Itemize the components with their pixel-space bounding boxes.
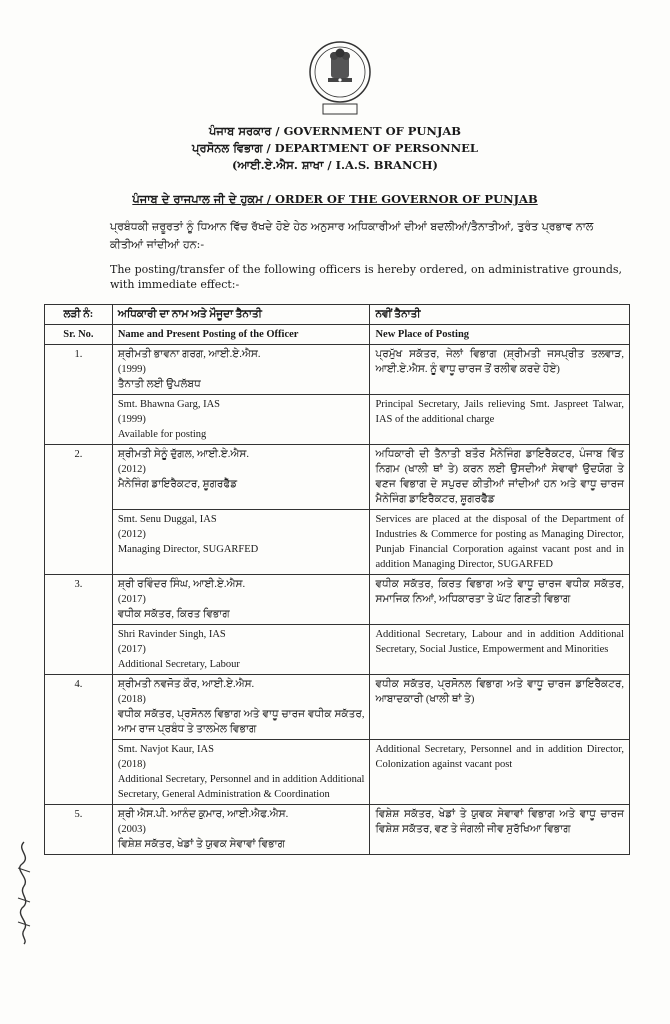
table-row <box>45 625 630 675</box>
present-posting: Available for posting <box>117 429 207 440</box>
officer-batch: (1999) <box>117 414 146 425</box>
officer-name: ਸ਼੍ਰੀਮਤੀ ਨਵਜੋਤ ਕੌਰ, ਆਈ.ਏ.ਐਸ. <box>117 679 255 690</box>
officer-batch: (2012) <box>117 464 146 475</box>
table-row <box>45 805 630 855</box>
serial-number: 5. <box>45 805 113 855</box>
header-officer-en: Name and Present Posting of the Officer <box>112 325 370 345</box>
table-header-row <box>45 325 630 345</box>
new-posting: ਅਧਿਕਾਰੀ ਦੀ ਤੈਨਾਤੀ ਬਤੌਰ ਮੈਨੇਜਿੰਗ ਡਾਇਰੈਕਟਰ, ਪੰਜਾਬ ਵਿੱਤ ਨਿਗਮ (ਖਾਲੀ ਥਾਂ ਤੇ) ਕਰਨ ਲਈ ਉਸਦੀਆਂ ਸੇਵਾਵਾਂ ਉਦਯੋਗ ਤੇ ਵਣਜ ਵਿਭਾਗ ਦੇ ਸਪੁਰਦ ਕੀਤੀਆਂ ਜਾਂਦੀਆਂ ਹਨ ਅਤੇ ਵਾਧੂ ਚਾਰਜ ਮੈਨੇਜਿੰਗ ਡਾਇਰੈਕਟਰ, ਸ਼ੂਗਰਫੈੱਡ <box>370 445 630 510</box>
new-posting: Principal Secretary, Jails relieving Smt. Jaspreet Talwar, IAS of the additional charge <box>370 395 630 445</box>
header-sr-pa: ਲੜੀ ਨੰ: <box>45 305 113 325</box>
officer-batch: (1999) <box>117 364 146 375</box>
present-posting: ਤੈਨਾਤੀ ਲਈ ਉਪਲੱਬਧ <box>117 379 201 390</box>
table-row <box>45 395 630 445</box>
officer-cell-pa <box>112 575 370 625</box>
officer-name: ਸ਼੍ਰੀ ਐਸ.ਪੀ. ਆਨੰਦ ਕੁਮਾਰ, ਆਈ.ਐਫ.ਐਸ. <box>117 809 289 820</box>
present-posting: Managing Director, SUGARFED <box>117 544 259 555</box>
serial-number: 4. <box>45 675 113 805</box>
header-new-posting-en: New Place of Posting <box>370 325 630 345</box>
header-line-government: ਪੰਜਾਬ ਸਰਕਾਰ / GOVERNMENT OF PUNJAB <box>208 124 462 138</box>
header-line-department: ਪ੍ਰਸੋਨਲ ਵਿਭਾਗ / DEPARTMENT OF PERSONNEL <box>192 141 478 155</box>
serial-number: 1. <box>45 345 113 445</box>
present-posting: ਵਧੀਕ ਸਕੱਤਰ, ਪ੍ਰਸੋਨਲ ਵਿਭਾਗ ਅਤੇ ਵਾਧੂ ਚਾਰਜ ਵਧੀਕ ਸਕੱਤਰ, ਆਮ ਰਾਜ ਪ੍ਰਬੰਧ ਤੇ ਤਾਲਮੇਲ ਵਿਭਾਗ <box>117 709 365 735</box>
officer-batch: (2017) <box>117 594 146 605</box>
officer-cell-pa <box>112 345 370 395</box>
table-row <box>45 445 630 510</box>
officer-cell-en <box>112 395 370 445</box>
table-row <box>45 740 630 805</box>
table-header-row <box>45 305 630 325</box>
officer-name: Shri Ravinder Singh, IAS <box>117 629 226 640</box>
new-posting: ਵਿਸ਼ੇਸ਼ ਸਕੱਤਰ, ਖੇਡਾਂ ਤੇ ਯੁਵਕ ਸੇਵਾਵਾਂ ਵਿਭਾਗ ਅਤੇ ਵਾਧੂ ਚਾਰਜ ਵਿਸ਼ੇਸ਼ ਸਕੱਤਰ, ਵਣ ਤੇ ਜੰਗਲੀ ਜੀਵ ਸੁਰੱਖਿਆ ਵਿਭਾਗ <box>370 805 630 855</box>
officer-cell-en <box>112 740 370 805</box>
table-row <box>45 675 630 740</box>
officer-name: Smt. Navjot Kaur, IAS <box>117 744 214 755</box>
new-posting: Services are placed at the disposal of the Department of Industries & Commerce for posting as Managing Director, Punjab Financial Corporation against vacant post and in addition Managing Director, SUGARFED <box>370 510 630 575</box>
new-posting: Additional Secretary, Labour and in addition Additional Secretary, Social Justice, Empowerment and Minorities <box>370 625 630 675</box>
officer-name: ਸ਼੍ਰੀਮਤੀ ਭਾਵਨਾ ਗਰਗ, ਆਈ.ਏ.ਐਸ. <box>117 349 261 360</box>
postings-table <box>44 304 630 855</box>
officer-name: Smt. Senu Duggal, IAS <box>117 514 217 525</box>
new-posting: ਪ੍ਰਮੁੱਖ ਸਕੱਤਰ, ਜੇਲਾਂ ਵਿਭਾਗ (ਸ਼੍ਰੀਮਤੀ ਜਸਪ੍ਰੀਤ ਤਲਵਾੜ, ਆਈ.ਏ.ਐਸ. ਨੂੰ ਵਾਧੂ ਚਾਰਜ ਤੋਂ ਰਲੀਵ ਕਰਦੇ ਹੋਏ) <box>370 345 630 395</box>
government-emblem-icon <box>303 38 377 120</box>
present-posting: Additional Secretary, Personnel and in addition Additional Secretary, General Administration & Coordination <box>117 774 365 800</box>
officer-batch: (2003) <box>117 824 146 835</box>
new-posting: ਵਧੀਕ ਸਕੱਤਰ, ਪ੍ਰਸੋਨਲ ਵਿਭਾਗ ਅਤੇ ਵਾਧੂ ਚਾਰਜ ਡਾਇਰੈਕਟਰ, ਆਬਾਦਕਾਰੀ (ਖਾਲੀ ਥਾਂ ਤੇ) <box>370 675 630 740</box>
order-title: ਪੰਜਾਬ ਦੇ ਰਾਜਪਾਲ ਜੀ ਦੇ ਹੁਕਮ / ORDER OF THE GOVERNOR OF PUNJAB <box>132 192 538 206</box>
new-posting: Additional Secretary, Personnel and in addition Director, Colonization against vacant post <box>370 740 630 805</box>
table-row <box>45 345 630 395</box>
officer-cell-pa <box>112 805 370 855</box>
officer-name: ਸ਼੍ਰੀ ਰਵਿੰਦਰ ਸਿੰਘ, ਆਈ.ਏ.ਐਸ. <box>117 579 246 590</box>
header-officer-pa: ਅਧਿਕਾਰੀ ਦਾ ਨਾਮ ਅਤੇ ਮੌਜੂਦਾ ਤੈਨਾਤੀ <box>112 305 370 325</box>
officer-name: Smt. Bhawna Garg, IAS <box>117 399 221 410</box>
table-row <box>45 510 630 575</box>
present-posting: ਵਧੀਕ ਸਕੱਤਰ, ਕਿਰਤ ਵਿਭਾਗ <box>117 609 230 620</box>
officer-batch: (2018) <box>117 759 146 770</box>
officer-batch: (2017) <box>117 644 146 655</box>
serial-number: 2. <box>45 445 113 575</box>
officer-name: ਸ਼੍ਰੀਮਤੀ ਸੇਨੂੰ ਦੁੱਗਲ, ਆਈ.ਏ.ਐਸ. <box>117 449 249 460</box>
handwritten-signature-icon <box>12 838 36 948</box>
table-row <box>45 575 630 625</box>
officer-batch: (2018) <box>117 694 146 705</box>
officer-cell-en <box>112 510 370 575</box>
header-line-branch: (ਆਈ.ਏ.ਐਸ. ਸ਼ਾਖਾ / I.A.S. BRANCH) <box>232 158 438 172</box>
officer-cell-pa <box>112 445 370 510</box>
officer-cell-en <box>112 625 370 675</box>
officer-cell-pa <box>112 675 370 740</box>
serial-number: 3. <box>45 575 113 675</box>
new-posting: ਵਧੀਕ ਸਕੱਤਰ, ਕਿਰਤ ਵਿਭਾਗ ਅਤੇ ਵਾਧੂ ਚਾਰਜ ਵਧੀਕ ਸਕੱਤਰ, ਸਮਾਜਿਕ ਨਿਆਂ, ਅਧਿਕਾਰਤਾ ਤੇ ਘੱਟ ਗਿਣਤੀ ਵਿਭਾਗ <box>370 575 630 625</box>
officer-batch: (2012) <box>117 529 146 540</box>
intro-english: The posting/transfer of the following officers is hereby ordered, on administrative grounds, with immediate effect:- <box>110 263 622 291</box>
present-posting: Additional Secretary, Labour <box>117 659 240 670</box>
header-new-posting-pa: ਨਵੀਂ ਤੈਨਾਤੀ <box>370 305 630 325</box>
header-sr-en: Sr. No. <box>45 325 113 345</box>
present-posting: ਵਿਸ਼ੇਸ਼ ਸਕੱਤਰ, ਖੇਡਾਂ ਤੇ ਯੁਵਕ ਸੇਵਾਵਾਂ ਵਿਭਾਗ <box>117 839 285 850</box>
intro-punjabi: ਪ੍ਰਬੰਧਕੀ ਜ਼ਰੂਰਤਾਂ ਨੂੰ ਧਿਆਨ ਵਿੱਚ ਰੱਖਦੇ ਹੋਏ ਹੇਠ ਅਨੁਸਾਰ ਅਧਿਕਾਰੀਆਂ ਦੀਆਂ ਬਦਲੀਆਂ/ਤੈਨਾਤੀਆਂ, ਤੁਰੰਤ ਪ੍ਰਭਾਵ ਨਾਲ ਕੀਤੀਆਂ ਜਾਂਦੀਆਂ ਹਨ:- <box>110 220 594 251</box>
present-posting: ਮੈਨੇਜਿੰਗ ਡਾਇਰੈਕਟਰ, ਸ਼ੂਗਰਫੈੱਡ <box>117 479 238 490</box>
